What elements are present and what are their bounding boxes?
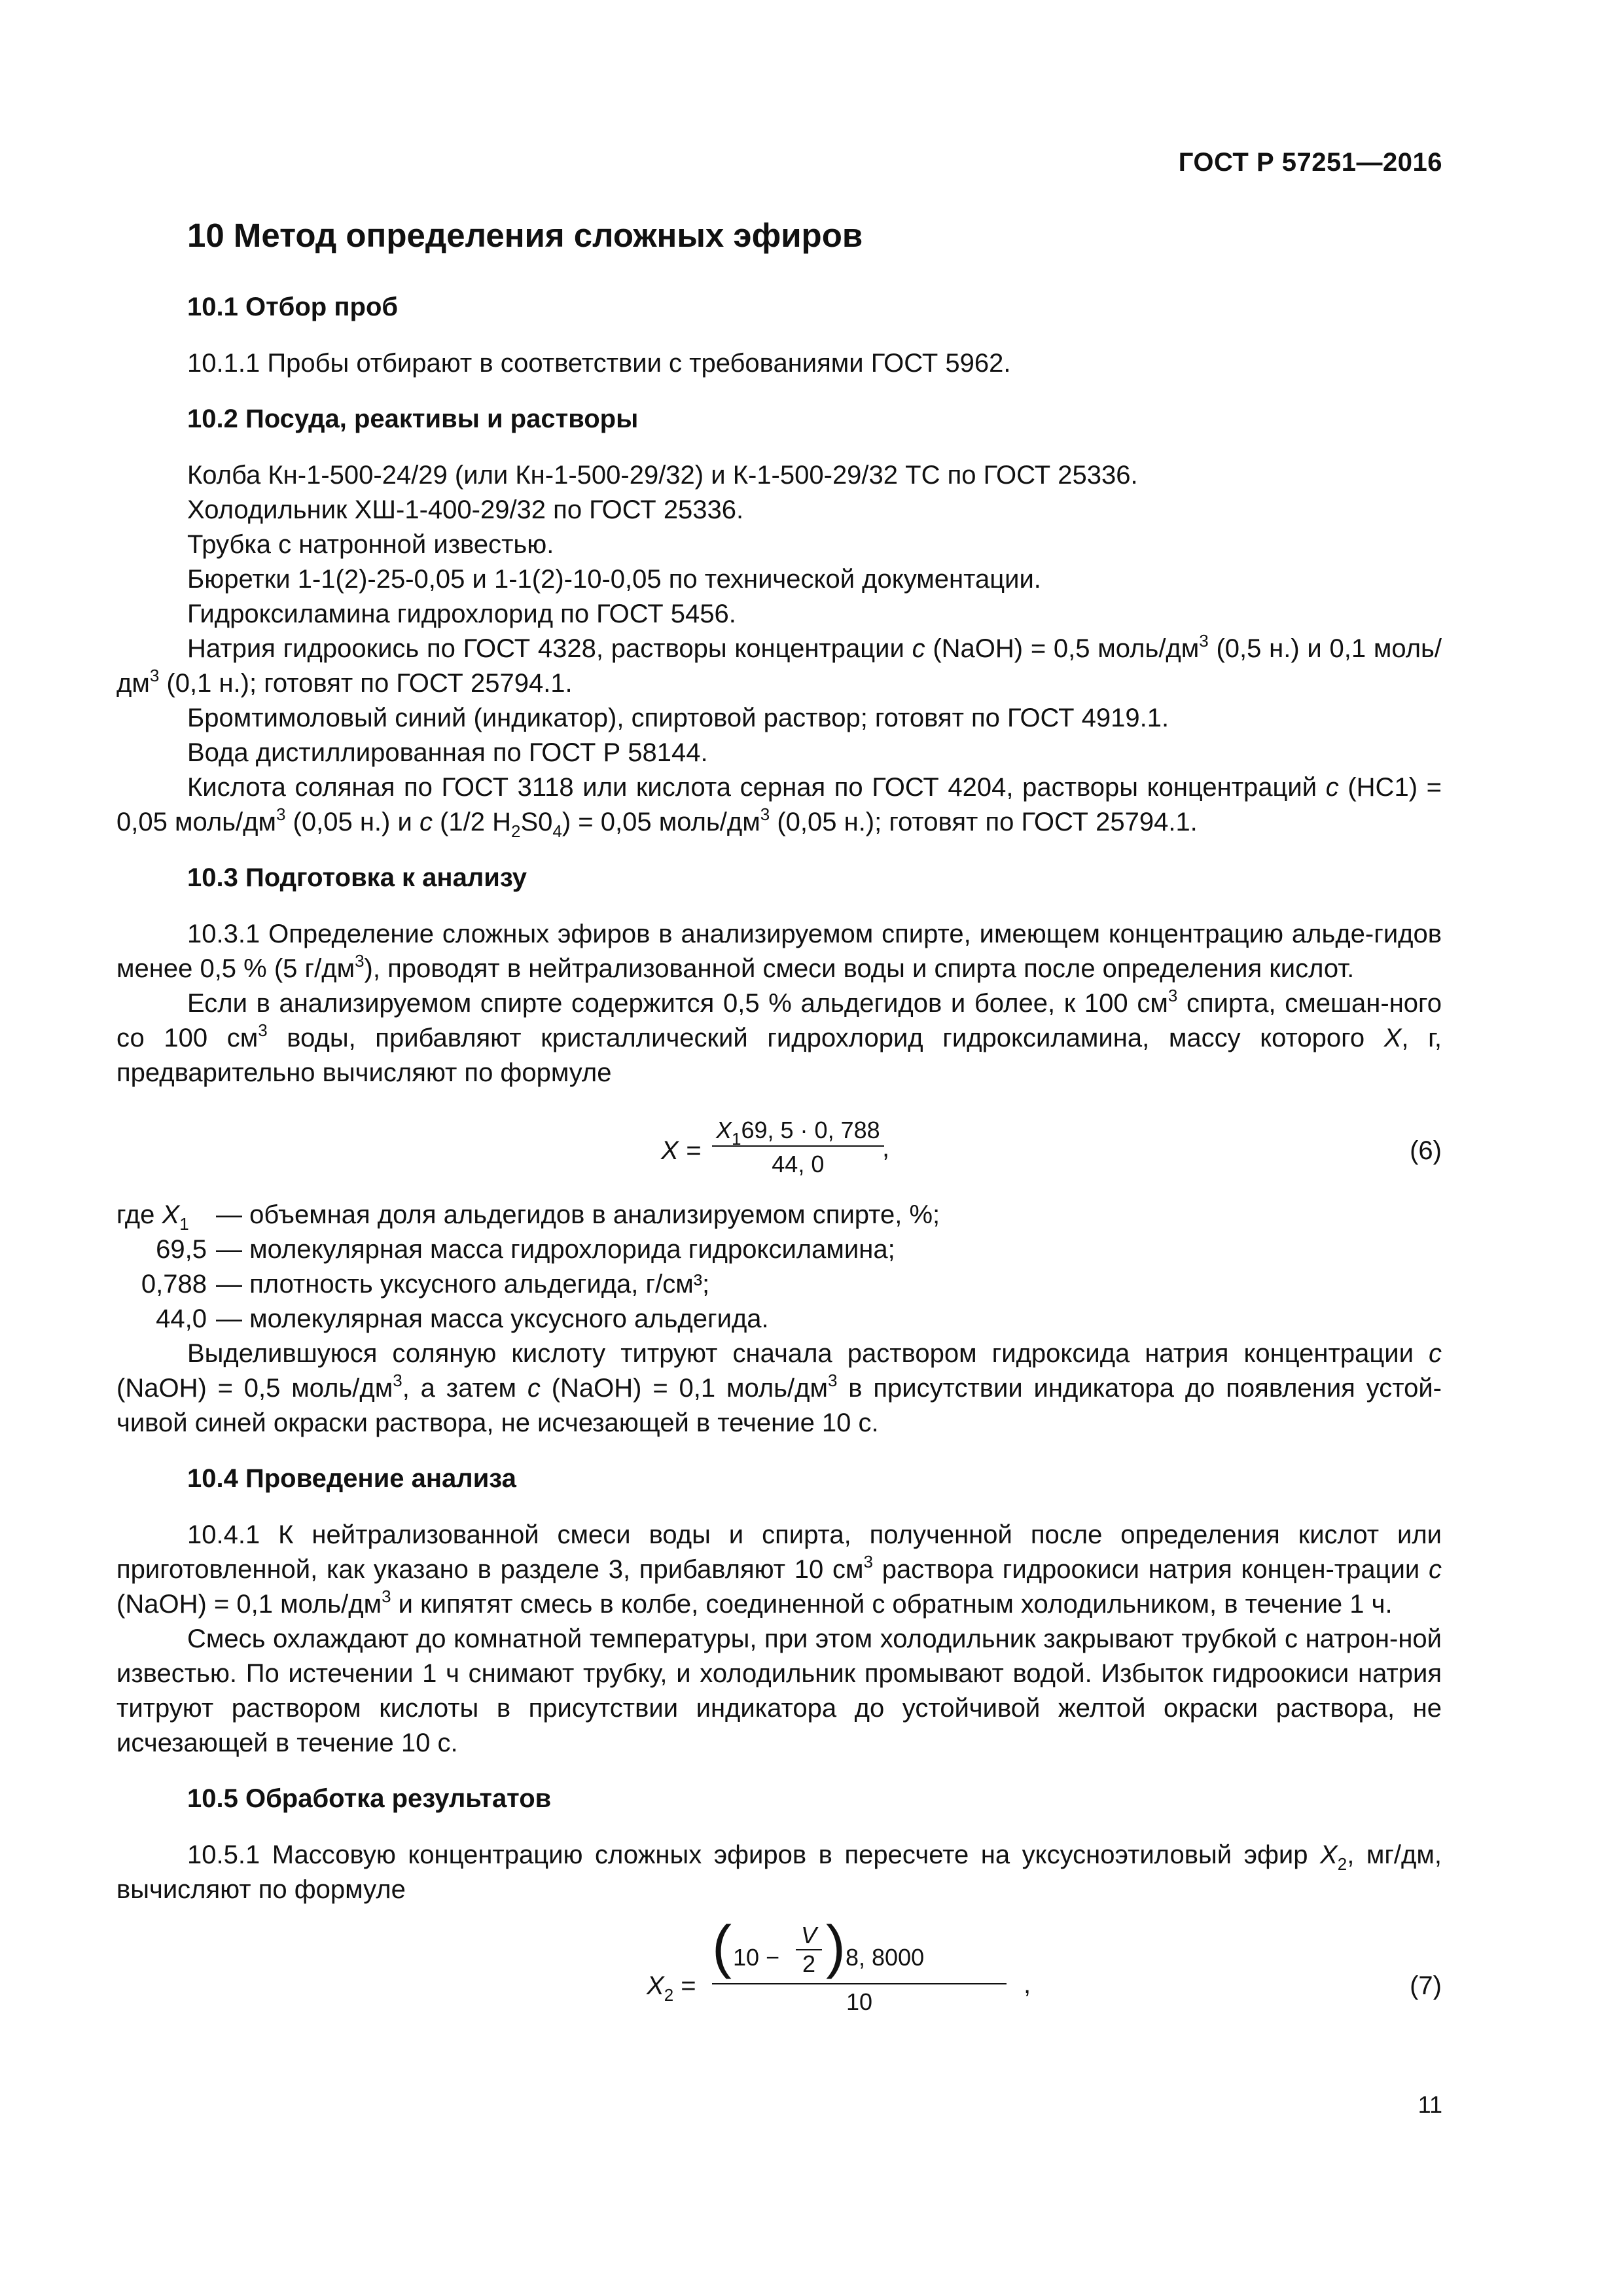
- paragraph-10-1-1: 10.1.1 Пробы отбирают в соответствии с требованиями ГОСТ 5962.: [187, 349, 1011, 378]
- legend-row: 69,5 — молекулярная масса гидрохлорида гидроксиламина;: [156, 1235, 895, 1264]
- page-content: [116, 216, 1442, 2032]
- section-title: 10 Метод определения сложных эфиров: [187, 217, 863, 254]
- subsection-title-10-4: 10.4 Проведение анализа: [187, 1464, 516, 1493]
- list-line: Холодильник ХШ-1-400-29/32 по ГОСТ 25336.: [187, 495, 744, 524]
- list-line: Колба Кн-1-500-24/29 (или Кн-1-500-29/32) и К-1-500-29/32 ТС по ГОСТ 25336.: [187, 461, 1138, 490]
- subsection-title-10-3: 10.3 Подготовка к анализу: [187, 863, 527, 892]
- legend-row: где $X_1$ — объемная доля альдегидов в анализируемом спирте, %;: [116, 1200, 940, 1234]
- paragraph: Смесь охлаждают до комнатной температуры, при этом холодильник закрывают трубкой с натрон-ной известью. По истечении 1 ч снимают трубку, и холодильник промывают водой. Избыток гидроокиси натрия титруют раствором кислоты в присутствии индикатора до устойчивой желтой окраски раствора, не исчезающей в течение 10 с.: [116, 1624, 1442, 1757]
- list-line: Кислота соляная по ГОСТ 3118 или кислота серная по ГОСТ 4204, растворы концентраций c (НС1) = 0,05 моль/$дм^3$ (0,05 н.) и c (1/2 $H_2S0_4) = 0,05$ моль/$дм^3$ (0,05 н.); готовят по ГОСТ 25794.1.: [116, 773, 1442, 841]
- legend-row: 0,788 — плотность уксусного альдегида, г/см³;: [141, 1270, 710, 1299]
- document-code: ГОСТ Р 57251—2016: [1178, 148, 1442, 177]
- fraction: $\frac{X_169, 5 \cdot 0, 788}{44, 0}$: [712, 1117, 884, 1178]
- paragraph-10-4-1: 10.4.1 К нейтрализованной смеси воды и спирта, полученной после определения кислот или приготовленной, как указано в разделе 3, прибавляют 10 $см^3$ раствора гидроокиси натрия концен-трации c (NaOH) = 0,1 моль/$дм^3$ и кипятят смесь в колбе, соединенной с обратным холодильником, в течение 1 ч.: [116, 1520, 1442, 1619]
- list-line: Трубка с натронной известью.: [187, 530, 554, 559]
- fraction: ( 10 − V 2 ) 8, 8000 10: [712, 1920, 1020, 2016]
- equation-number: (7): [1410, 1971, 1442, 2000]
- paragraph-10-3-1: 10.3.1 Определение сложных эфиров в анализируемом спирте, имеющем концентрацию альде-гидов менее 0,5 % (5 $г/дм^3$), проводят в нейтрализованной смеси воды и спирта после определения кислот.: [116, 920, 1442, 983]
- paragraph: Выделившуюся соляную кислоту титруют сначала раствором гидроксида натрия концентрации c (NaOH) = 0,5 моль/$дм^3$, а затем c (NaOH) = 0,1 моль/$дм^3$ в присутствии индикатора до появления устой-чивой синей окраски раствора, не исчезающей в течение 10 с.: [116, 1339, 1442, 1437]
- subsection-title-10-1: 10.1 Отбор проб: [187, 293, 399, 321]
- list-line: Бюретки 1-1(2)-25-0,05 и 1-1(2)-10-0,05 по технической документации.: [187, 565, 1041, 594]
- legend-row: 44,0 — молекулярная масса уксусного альдегида.: [156, 1304, 769, 1333]
- list-line: Вода дистиллированная по ГОСТ Р 58144.: [187, 738, 708, 767]
- list-line: Гидроксиламина гидрохлорид по ГОСТ 5456.: [187, 600, 736, 628]
- subsection-title-10-2: 10.2 Посуда, реактивы и растворы: [187, 404, 639, 433]
- page-number: 11: [1418, 2091, 1442, 2118]
- equation-number: (6): [1410, 1136, 1442, 1165]
- list-line: Бромтимоловый синий (индикатор), спиртовой раствор; готовят по ГОСТ 4919.1.: [187, 704, 1169, 732]
- formula-7: $X_2$ = ( 10 − V 2 ) 8, 8000 10 , (7): [647, 1914, 1442, 2015]
- paragraph: Если в анализируемом спирте содержится 0,5 % альдегидов и более, к 100 $см^3$ спирта, смешан-ного со 100 $см^3$ воды, прибавляют кристаллический гидрохлорид гидроксиламина, массу которого X, г, предварительно вычисляют по формуле: [116, 986, 1442, 1087]
- formula-legend: [116, 1198, 1442, 1336]
- subsection-title-10-5: 10.5 Обработка результатов: [187, 1784, 552, 1813]
- formula-6: X = $\frac{X_169, 5 \cdot 0, 788}{44, 0}$ , (6): [661, 1117, 1442, 1177]
- paragraph-10-5-1: 10.5.1 Массовую концентрацию сложных эфиров в пересчете на уксусноэтиловый эфир $X_2$, мг/дм, вычисляют по формуле: [116, 1840, 1442, 1904]
- list-line: Натрия гидроокись по ГОСТ 4328, растворы концентрации c (NaOH) = 0,5 моль/$дм^3$ (0,5 н.) и 0,1 моль/$дм^3$ (0,1 н.); готовят по ГОСТ 25794.1.: [116, 631, 1442, 698]
